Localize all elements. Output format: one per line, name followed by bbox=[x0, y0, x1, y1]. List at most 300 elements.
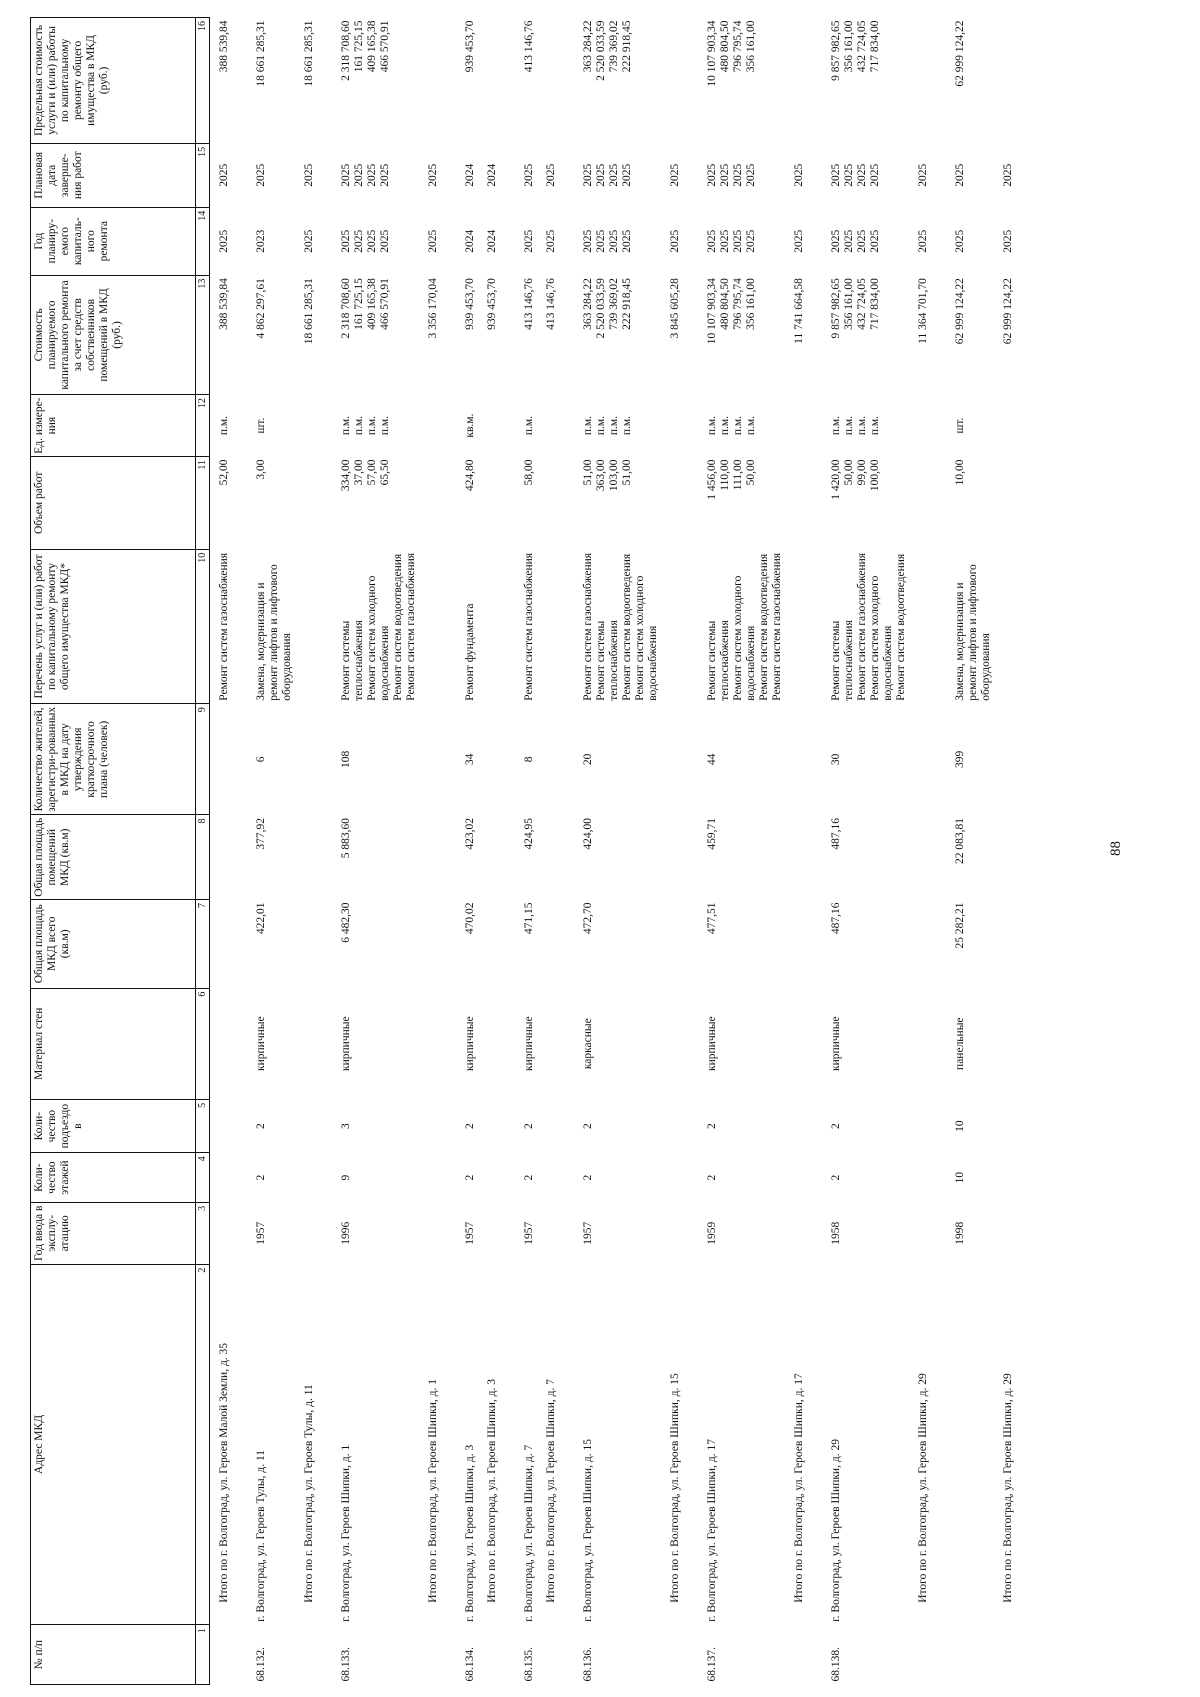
works-line: Ремонт систем водоотведения bbox=[895, 553, 907, 701]
column-header: Общая площадь МКД всего (кв.м) bbox=[31, 899, 196, 988]
works-line: Ремонт систем газоснабжения bbox=[582, 552, 594, 701]
total-row bbox=[909, 18, 936, 1685]
total-area: 470,02 bbox=[464, 902, 476, 935]
total-year: 2025 bbox=[669, 229, 681, 253]
entrances: 2 bbox=[582, 1123, 594, 1129]
year-line: 2025 bbox=[954, 229, 966, 253]
column-header: Объем работ bbox=[31, 456, 196, 549]
total-row bbox=[419, 18, 446, 1685]
done-line: 2025 bbox=[869, 163, 881, 187]
cost-line: 939 453,70 bbox=[464, 278, 476, 330]
year-line: 2025 bbox=[608, 229, 620, 253]
floors: 9 bbox=[340, 1174, 352, 1181]
floors: 2 bbox=[464, 1174, 476, 1181]
column-header: Коли-чество подъездо в bbox=[31, 1099, 196, 1153]
address: г. Волгоград, ул. Героев Шипки, д. 1 bbox=[340, 1444, 352, 1622]
table-row bbox=[505, 18, 537, 1685]
cell-limit bbox=[322, 18, 419, 144]
vol-line: 3,00 bbox=[255, 459, 267, 480]
residents: 34 bbox=[464, 753, 476, 766]
column-header: Перечень услуг и (или) работ по капитальному ремонту общего имущества МКД* bbox=[31, 549, 196, 704]
blank bbox=[785, 395, 812, 457]
address: г. Волгоград, ул. Героев Шипки, д. 17 bbox=[706, 1439, 718, 1622]
cell-done bbox=[446, 143, 478, 207]
residents: 6 bbox=[255, 756, 267, 763]
blank bbox=[909, 456, 936, 549]
total-row bbox=[785, 18, 812, 1685]
limit-line: 363 284,22 bbox=[582, 20, 594, 73]
limit-line: 356 161,00 bbox=[843, 20, 855, 73]
total-year: 2025 bbox=[917, 229, 929, 253]
unit-line: п.м. bbox=[595, 415, 607, 436]
vol-line: 50,00 bbox=[745, 459, 757, 486]
limit-line: 409 165,38 bbox=[366, 20, 378, 73]
column-number: 3 bbox=[196, 1202, 210, 1264]
total-limit bbox=[661, 18, 688, 144]
total-row bbox=[295, 18, 322, 1685]
address: г. Волгоград, ул. Героев Шипки, д. 29 bbox=[830, 1439, 842, 1622]
done-line: 2025 bbox=[843, 163, 855, 187]
total-cost: 11 741 664,58 bbox=[793, 278, 805, 344]
total-cost: 3 845 605,28 bbox=[669, 278, 681, 339]
works-line: Ремонт систем газоснабжения bbox=[523, 552, 535, 701]
cost-line: 222 918,45 bbox=[621, 278, 633, 330]
entrances: 2 bbox=[523, 1123, 535, 1129]
unit-line: п.м. bbox=[366, 415, 378, 436]
works-line: Ремонт систем газоснабжения bbox=[405, 552, 417, 701]
total-done: 2025 bbox=[917, 163, 929, 187]
residents: 30 bbox=[830, 753, 842, 766]
works-line: Замена, модернизация и ремонт лифтов и лифтового оборудования bbox=[255, 564, 293, 701]
total-cost: 413 146,76 bbox=[545, 278, 557, 330]
wall-material: кирпичные bbox=[830, 1016, 842, 1071]
limit-line: 466 570,91 bbox=[379, 20, 391, 73]
cell-works bbox=[688, 549, 785, 704]
cell-works bbox=[237, 549, 295, 704]
total-cost: 3 356 170,04 bbox=[427, 278, 439, 339]
total-cost: 62 999 124,22 bbox=[1002, 278, 1014, 345]
total-label: Итого по г. Волгоград, ул. Героев Шипки, д. 17 bbox=[793, 1373, 805, 1603]
year-built: 1959 bbox=[706, 1221, 718, 1245]
done-line: 2025 bbox=[595, 163, 607, 187]
vol-line: 1 456,00 bbox=[706, 459, 718, 500]
vol-line: 100,00 bbox=[869, 459, 881, 492]
entrances: 2 bbox=[464, 1123, 476, 1129]
unit-line: п.м. bbox=[379, 415, 391, 436]
total-spacer bbox=[909, 1625, 936, 1685]
done-line: 2025 bbox=[218, 163, 230, 187]
year-line: 2023 bbox=[255, 229, 267, 253]
blank bbox=[295, 395, 322, 457]
cost-line: 2 520 033,59 bbox=[595, 278, 607, 339]
cell-works bbox=[564, 549, 661, 704]
unit-line: п.м. bbox=[830, 415, 842, 436]
cell-vol bbox=[688, 456, 785, 549]
blank bbox=[295, 456, 322, 549]
works-line: Ремонт систем холодного водоснабжения bbox=[366, 575, 391, 701]
works-line: Ремонт систем холодного водоснабжения bbox=[869, 575, 894, 701]
limit-line: 388 539,84 bbox=[218, 20, 230, 73]
total-done: 2025 bbox=[669, 163, 681, 187]
cell-year bbox=[688, 207, 785, 275]
unit-line: п.м. bbox=[608, 415, 620, 436]
header-row bbox=[31, 18, 196, 1685]
cell-year bbox=[446, 207, 478, 275]
total-label: Итого по г. Волгоград, ул. Героев Шипки, д. 29 bbox=[917, 1373, 929, 1603]
cell-limit bbox=[812, 18, 909, 144]
cell-works bbox=[505, 549, 537, 704]
cell-unit bbox=[936, 395, 994, 457]
year-line: 2024 bbox=[464, 229, 476, 253]
total-spacer bbox=[785, 1625, 812, 1685]
blank bbox=[909, 395, 936, 457]
vol-line: 50,00 bbox=[843, 459, 855, 486]
total-spacer bbox=[994, 1625, 1021, 1685]
cell-unit bbox=[812, 395, 909, 457]
cost-line: 161 725,15 bbox=[353, 278, 365, 330]
total-limit bbox=[994, 18, 1021, 144]
cell-year bbox=[505, 207, 537, 275]
cell-year bbox=[936, 207, 994, 275]
cell-limit bbox=[446, 18, 478, 144]
premises-area: 487,16 bbox=[830, 818, 842, 850]
cell-year bbox=[237, 207, 295, 275]
year-line: 2025 bbox=[353, 229, 365, 253]
total-cost: 11 364 701,70 bbox=[917, 278, 929, 344]
cell-works bbox=[322, 549, 419, 704]
done-line: 2025 bbox=[366, 163, 378, 187]
cell-works bbox=[812, 549, 909, 704]
works-line: Ремонт системы теплоснабжения bbox=[595, 620, 620, 701]
row-number: 68.132. bbox=[255, 1647, 267, 1682]
year-line: 2025 bbox=[843, 229, 855, 253]
cell-cost bbox=[936, 275, 994, 395]
limit-line: 432 724,05 bbox=[856, 20, 868, 73]
cell-unit bbox=[688, 395, 785, 457]
vol-line: 57,00 bbox=[366, 459, 378, 486]
done-line: 2025 bbox=[340, 163, 352, 187]
column-number: 11 bbox=[196, 456, 210, 549]
limit-line: 2 318 708,60 bbox=[340, 20, 352, 81]
year-line: 2025 bbox=[869, 229, 881, 253]
unit-line: п.м. bbox=[621, 415, 633, 436]
residents: 20 bbox=[582, 753, 594, 766]
total-limit bbox=[909, 18, 936, 144]
limit-line: 413 146,76 bbox=[523, 20, 535, 73]
premises-area: 5 883,60 bbox=[340, 818, 352, 859]
total-area: 487,16 bbox=[830, 902, 842, 935]
unit-line: п.м. bbox=[353, 415, 365, 436]
cell-limit bbox=[237, 18, 295, 144]
blank bbox=[785, 456, 812, 549]
cost-line: 4 862 297,61 bbox=[255, 278, 267, 339]
limit-line: 222 918,45 bbox=[621, 20, 633, 73]
address: г. Волгоград, ул. Героев Тулы, д. 11 bbox=[255, 1449, 267, 1622]
year-line: 2025 bbox=[582, 229, 594, 253]
done-line: 2025 bbox=[608, 163, 620, 187]
entrances: 10 bbox=[954, 1120, 966, 1132]
done-line: 2025 bbox=[706, 163, 718, 187]
done-line: 2024 bbox=[464, 163, 476, 187]
vol-line: 99,00 bbox=[856, 459, 868, 486]
done-line: 2025 bbox=[856, 163, 868, 187]
works-line: Ремонт фундамента bbox=[464, 603, 476, 701]
total-year: 2025 bbox=[303, 229, 315, 253]
year-line: 2025 bbox=[379, 229, 391, 253]
year-built: 1958 bbox=[830, 1221, 842, 1245]
year-line: 2025 bbox=[856, 229, 868, 253]
works-line: Ремонт системы теплоснабжения bbox=[830, 620, 855, 701]
total-limit: 18 661 285,31 bbox=[303, 20, 315, 87]
cost-line: 10 107 903,34 bbox=[706, 278, 718, 345]
blank bbox=[478, 395, 505, 457]
column-number: 14 bbox=[196, 207, 210, 275]
cell-cost bbox=[237, 275, 295, 395]
done-line: 2025 bbox=[582, 163, 594, 187]
limit-line: 717 834,00 bbox=[869, 20, 881, 73]
cell-vol bbox=[446, 456, 478, 549]
unit-line: п.м. bbox=[745, 415, 757, 436]
year-built: 1998 bbox=[954, 1221, 966, 1245]
blank bbox=[994, 549, 1021, 704]
column-number-row bbox=[196, 18, 210, 1685]
cell-limit bbox=[210, 18, 238, 144]
done-line: 2025 bbox=[719, 163, 731, 187]
year-line: 2025 bbox=[830, 229, 842, 253]
vol-line: 37,00 bbox=[353, 459, 365, 486]
done-line: 2025 bbox=[732, 163, 744, 187]
floors: 2 bbox=[706, 1174, 718, 1181]
floors: 2 bbox=[523, 1174, 535, 1181]
column-number: 5 bbox=[196, 1099, 210, 1153]
table-row bbox=[936, 18, 994, 1685]
cell-cost bbox=[812, 275, 909, 395]
cost-line: 409 165,38 bbox=[366, 278, 378, 330]
works-line: Ремонт систем водоотведения bbox=[621, 553, 633, 701]
cost-line: 739 369,02 bbox=[608, 278, 620, 330]
cell-vol bbox=[936, 456, 994, 549]
works-line: Ремонт систем водоотведения bbox=[392, 553, 404, 701]
premises-area: 423,02 bbox=[464, 818, 476, 850]
cell-cost bbox=[210, 275, 238, 395]
cell-done bbox=[505, 143, 537, 207]
address bbox=[936, 1264, 994, 1625]
residents: 108 bbox=[340, 750, 352, 768]
floors: 2 bbox=[582, 1174, 594, 1181]
address: г. Волгоград, ул. Героев Шипки, д. 15 bbox=[582, 1439, 594, 1622]
done-line: 2025 bbox=[954, 163, 966, 187]
works-line: Ремонт системы теплоснабжения bbox=[340, 620, 365, 701]
blank bbox=[419, 456, 446, 549]
address: г. Волгоград, ул. Героев Шипки, д. 3 bbox=[464, 1444, 476, 1622]
cell-works bbox=[936, 549, 994, 704]
year-built: 1957 bbox=[255, 1221, 267, 1245]
wall-material: панельные bbox=[954, 1017, 966, 1070]
year-line: 2025 bbox=[732, 229, 744, 253]
cost-line: 413 146,76 bbox=[523, 278, 535, 330]
limit-line: 796 795,74 bbox=[732, 20, 744, 73]
limit-line: 18 661 285,31 bbox=[255, 20, 267, 87]
total-cost: 939 453,70 bbox=[486, 278, 498, 330]
blank bbox=[478, 456, 505, 549]
unit-line: п.м. bbox=[582, 415, 594, 436]
total-spacer bbox=[419, 1625, 446, 1685]
unit-line: п.м. bbox=[523, 415, 535, 436]
blank bbox=[295, 549, 322, 704]
vol-line: 51,00 bbox=[621, 459, 633, 486]
table-row bbox=[812, 18, 909, 1685]
table-row bbox=[446, 18, 478, 1685]
cell-limit bbox=[936, 18, 994, 144]
total-label: Итого по г. Волгоград, ул. Героев Шипки, д. 29 bbox=[1002, 1373, 1014, 1603]
vol-line: 334,00 bbox=[340, 459, 352, 492]
floors: 2 bbox=[830, 1174, 842, 1181]
column-header: Коли-чество этажей bbox=[31, 1153, 196, 1202]
row-number bbox=[936, 1625, 994, 1685]
unit-line: п.м. bbox=[843, 415, 855, 436]
blank bbox=[537, 456, 564, 549]
residents: 399 bbox=[954, 750, 966, 768]
cell-vol bbox=[210, 456, 238, 549]
cell-done bbox=[322, 143, 419, 207]
total-spacer bbox=[661, 1625, 688, 1685]
total-spacer bbox=[478, 1625, 505, 1685]
vol-line: 52,00 bbox=[218, 459, 230, 486]
wall-material: кирпичные bbox=[706, 1016, 718, 1071]
cell-done bbox=[812, 143, 909, 207]
entrances: 3 bbox=[340, 1123, 352, 1129]
blank bbox=[537, 395, 564, 457]
total-area: 25 282,21 bbox=[954, 902, 966, 949]
blank bbox=[994, 395, 1021, 457]
entrances: 2 bbox=[830, 1123, 842, 1129]
year-line: 2025 bbox=[218, 229, 230, 253]
entrances: 2 bbox=[706, 1123, 718, 1129]
year-line: 2025 bbox=[595, 229, 607, 253]
total-area: 477,51 bbox=[706, 902, 718, 935]
total-area: 422,01 bbox=[255, 902, 267, 935]
done-line: 2025 bbox=[621, 163, 633, 187]
column-header: Материал стен bbox=[31, 988, 196, 1099]
premises-area: 424,95 bbox=[523, 818, 535, 850]
total-row bbox=[994, 18, 1021, 1685]
cost-line: 356 161,00 bbox=[843, 278, 855, 330]
total-cost: 18 661 285,31 bbox=[303, 278, 315, 345]
limit-line: 2 520 033,59 bbox=[595, 20, 607, 81]
unit-line: п.м. bbox=[706, 415, 718, 436]
unit-line: кв.м. bbox=[464, 413, 476, 438]
total-row bbox=[537, 18, 564, 1685]
floors: 10 bbox=[954, 1171, 966, 1184]
cell-unit bbox=[237, 395, 295, 457]
vol-line: 58,00 bbox=[523, 459, 535, 486]
total-row bbox=[478, 18, 505, 1685]
blank bbox=[994, 456, 1021, 549]
cell-unit bbox=[322, 395, 419, 457]
works-line: Замена, модернизация и ремонт лифтов и лифтового оборудования bbox=[954, 564, 992, 701]
vol-line: 363,00 bbox=[595, 459, 607, 492]
total-label: Итого по г. Волгоград, ул. Героев Шипки, д. 1 bbox=[427, 1379, 439, 1603]
residents: 8 bbox=[523, 756, 535, 763]
column-header: Предельная стоимость услуги и (или) работы по капитальному ремонту общего имущества в МКД (руб.) bbox=[31, 18, 196, 144]
limit-line: 9 857 982,65 bbox=[830, 20, 842, 81]
wall-material: каркасные bbox=[582, 1018, 594, 1070]
wall-material: кирпичные bbox=[255, 1016, 267, 1071]
limit-line: 939 453,70 bbox=[464, 20, 476, 73]
column-header: Плановая дата заверше-ния работ bbox=[31, 143, 196, 207]
cost-line: 363 284,22 bbox=[582, 278, 594, 330]
column-header: Адрес МКД bbox=[31, 1264, 196, 1625]
entrances: 2 bbox=[255, 1123, 267, 1129]
total-spacer bbox=[210, 1625, 238, 1685]
table-row bbox=[564, 18, 661, 1685]
row-number: 68.138. bbox=[830, 1647, 842, 1682]
column-header: Ед. измере-ния bbox=[31, 395, 196, 457]
cell-done bbox=[564, 143, 661, 207]
blank bbox=[661, 456, 688, 549]
column-number: 8 bbox=[196, 815, 210, 899]
unit-line: п.м. bbox=[856, 415, 868, 436]
table-row bbox=[688, 18, 785, 1685]
cell-vol bbox=[505, 456, 537, 549]
column-header: Год планиру-емого капиталь-ного ремонта bbox=[31, 207, 196, 275]
cell-done bbox=[936, 143, 994, 207]
cost-line: 796 795,74 bbox=[732, 278, 744, 330]
row-number: 68.137. bbox=[706, 1647, 718, 1682]
cost-line: 480 804,50 bbox=[719, 278, 731, 330]
column-number: 1 bbox=[196, 1625, 210, 1685]
row-number: 68.136. bbox=[582, 1647, 594, 1682]
limit-line: 480 804,50 bbox=[719, 20, 731, 73]
total-done: 2024 bbox=[486, 163, 498, 187]
residents: 44 bbox=[706, 753, 718, 766]
table-body bbox=[210, 18, 1022, 1685]
total-done: 2025 bbox=[545, 163, 557, 187]
column-number: 6 bbox=[196, 988, 210, 1099]
column-number: 9 bbox=[196, 704, 210, 815]
column-header: Общая площадь помещений МКД (кв.м) bbox=[31, 815, 196, 899]
year-line: 2025 bbox=[719, 229, 731, 253]
year-line: 2025 bbox=[340, 229, 352, 253]
total-year: 2025 bbox=[1002, 229, 1014, 253]
cell-year bbox=[210, 207, 238, 275]
column-number: 13 bbox=[196, 275, 210, 395]
cell-unit bbox=[505, 395, 537, 457]
unit-line: п.м. bbox=[719, 415, 731, 436]
vol-line: 111,00 bbox=[732, 459, 744, 491]
total-done: 2025 bbox=[793, 163, 805, 187]
year-built: 1957 bbox=[582, 1221, 594, 1245]
total-limit bbox=[478, 18, 505, 144]
floors: 2 bbox=[255, 1174, 267, 1181]
vol-line: 1 420,00 bbox=[830, 459, 842, 500]
cost-line: 717 834,00 bbox=[869, 278, 881, 330]
total-label: Итого по г. Волгоград, ул. Героев Шипки, д. 3 bbox=[486, 1379, 498, 1603]
row-number: 68.135. bbox=[523, 1647, 535, 1682]
column-number: 4 bbox=[196, 1153, 210, 1202]
total-limit bbox=[419, 18, 446, 144]
column-number: 10 bbox=[196, 549, 210, 704]
unit-line: п.м. bbox=[732, 415, 744, 436]
year-built: 1996 bbox=[340, 1221, 352, 1245]
column-header: Год ввода в эксплу-атацию bbox=[31, 1202, 196, 1264]
column-number: 2 bbox=[196, 1264, 210, 1625]
total-limit bbox=[785, 18, 812, 144]
table-row bbox=[322, 18, 419, 1685]
total-area: 471,15 bbox=[523, 902, 535, 935]
premises-area: 22 083,81 bbox=[954, 818, 966, 864]
total-done: 2025 bbox=[427, 163, 439, 187]
